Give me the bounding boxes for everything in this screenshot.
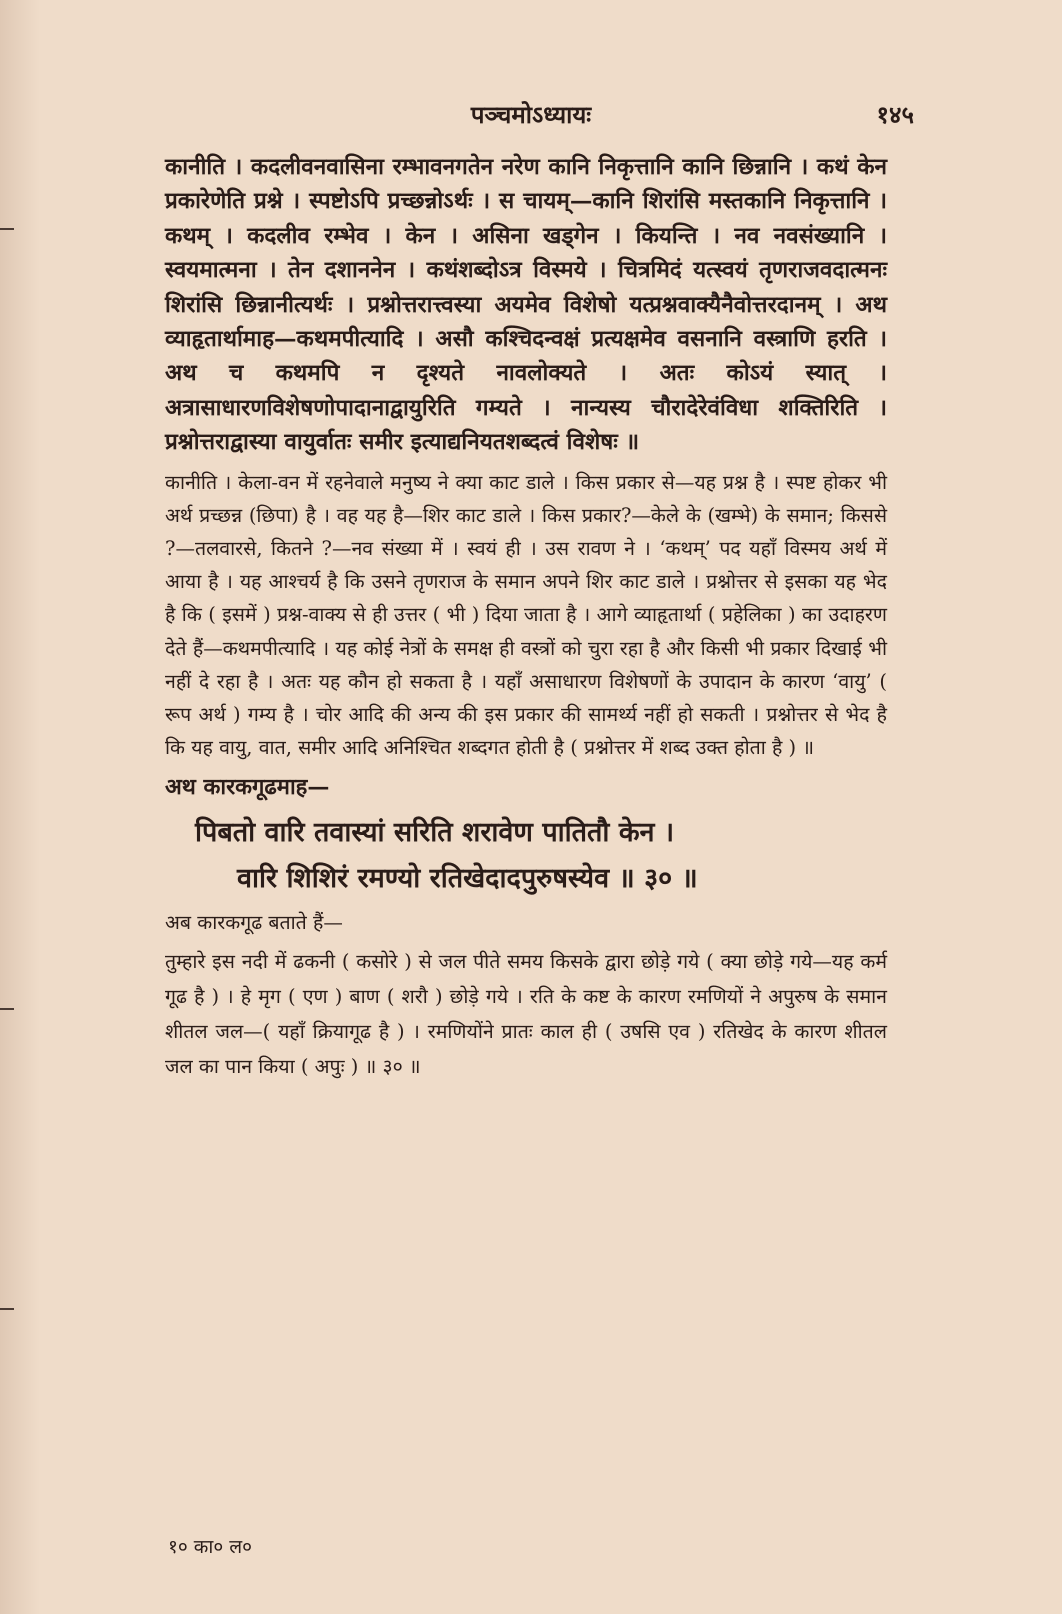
hindi-introduction: अब कारकगूढ बताते हैं—	[165, 911, 343, 935]
page-header	[0, 98, 1062, 134]
sanskrit-commentary: कानीति । कदलीवनवासिना रम्भावनगतेन नरेण कानि निकृत्तानि कानि छिन्नानि । कथं केन प्रकारेणेति प्रश्ने । स्पष्टोऽपि प्रच्छन्नोऽर्थः । स चायम्—कानि शिरांसि मस्तकानि निकृत्तानि । कथम् । कदलीव रम्भेव । केन । असिना खड्गेन । कियन्ति । नव नवसंख्यानि । स्वयमात्मना । तेन दशाननेन । कथंशब्दोऽत्र विस्मये । चित्रमिदं यत्स्वयं तृणराजवदात्मनः शिरांसि छिन्नानीत्यर्थः । प्रश्नोत्तरात्त्वस्या अयमेव विशेषो यत्प्रश्नवाक्यैनैवोत्तरदानम् । अथ व्याहृतार्थामाह—कथमपीत्यादि । असौ कश्चिदन्वक्षं प्रत्यक्षमेव वसनानि वस्त्राणि हरति । अथ च कथमपि न दृश्यते नावलोक्यते । अतः कोऽयं स्यात् । अत्रासाधारणविशेषणोपादानाद्वायुरिति गम्यते । नान्यस्य चौरादेरेवंविधा शक्तिरिति । प्रश्नोत्तराद्वास्या वायुर्वातः समीर इत्याद्यनियतशब्दत्वं विशेषः ॥	[165, 154, 887, 456]
hindi-commentary: कानीति । केला-वन में रहनेवाले मनुष्य ने क्या काट डाले । किस प्रकार से—यह प्रश्न है । स्पष्ट होकर भी अर्थ प्रच्छन्न (छिपा) है । वह यह है—शिर काट डाले । किस प्रकार?—केले के (खम्भे) के समान; किससे ?—तलवारसे, कितने ?—नव संख्या में । स्वयं ही । उस रावण ने । ‘कथम्’ पद यहाँ विस्मय अर्थ में आया है । यह आश्चर्य है कि उसने तृणराज के समान अपने शिर काट डाले । प्रश्नोत्तर से इसका यह भेद है कि ( इसमें ) प्रश्न-वाक्य से ही उत्तर ( भी ) दिया जाता है । आगे व्याहृतार्था ( प्रहेलिका ) का उदाहरण देते हैं—कथमपीत्यादि । यह कोई नेत्रों के समक्ष ही वस्त्रों को चुरा रहा है और किसी भी प्रकार दिखाई भी नहीं दे रहा है । अतः यह कौन हो सकता है । यहाँ असाधारण विशेषणों के उपादान के कारण ‘वायु’ ( रूप अर्थ ) गम्य है । चोर आदि की अन्य की इस प्रकार की सामर्थ्य नहीं हो सकती । प्रश्नोत्तर से भेद है कि यह वायु, वात, समीर आदि अनिश्चित शब्दगत होती है ( प्रश्नोत्तर में शब्द उक्त होता है ) ॥	[165, 470, 887, 760]
gutter-mark	[0, 228, 14, 230]
verse-introduction: अथ कारकगूढमाह—	[165, 774, 330, 801]
gutter-mark	[0, 1008, 14, 1010]
gutter-mark	[0, 1308, 14, 1310]
page-body	[165, 150, 887, 1084]
running-title: पञ्चमोऽध्यायः	[470, 100, 592, 129]
verse-block	[165, 810, 887, 902]
hindi-translation: तुम्हारे इस नदी में ढकनी ( कसोरे ) से जल पीते समय किसके द्वारा छोड़े गये ( क्या छोड़े गये—यह कर्म गूढ है ) । हे मृग ( एण ) बाण ( शरौ ) छोड़े गये । रति के कष्ट के कारण रमणियों ने अपुरुष के समान शीतल जल—( यहाँ क्रियागूढ है ) । रमणियोंने प्रातः काल ही ( उषसि एव ) रतिखेद के कारण शीतल जल का पान किया ( अपुः ) ॥ ३० ॥	[165, 950, 887, 1079]
verse-line-1: पिबतो वारि तवास्यां सरिति शरावेण पातितौ केन ।	[195, 817, 675, 849]
verse-line-2: वारि शिशिरं रमण्यो रतिखेदादपुरुषस्येव ॥ ३० ॥	[237, 863, 698, 895]
page-number: १४५	[876, 100, 914, 129]
printer-signature: १० का० ल०	[168, 1536, 252, 1558]
